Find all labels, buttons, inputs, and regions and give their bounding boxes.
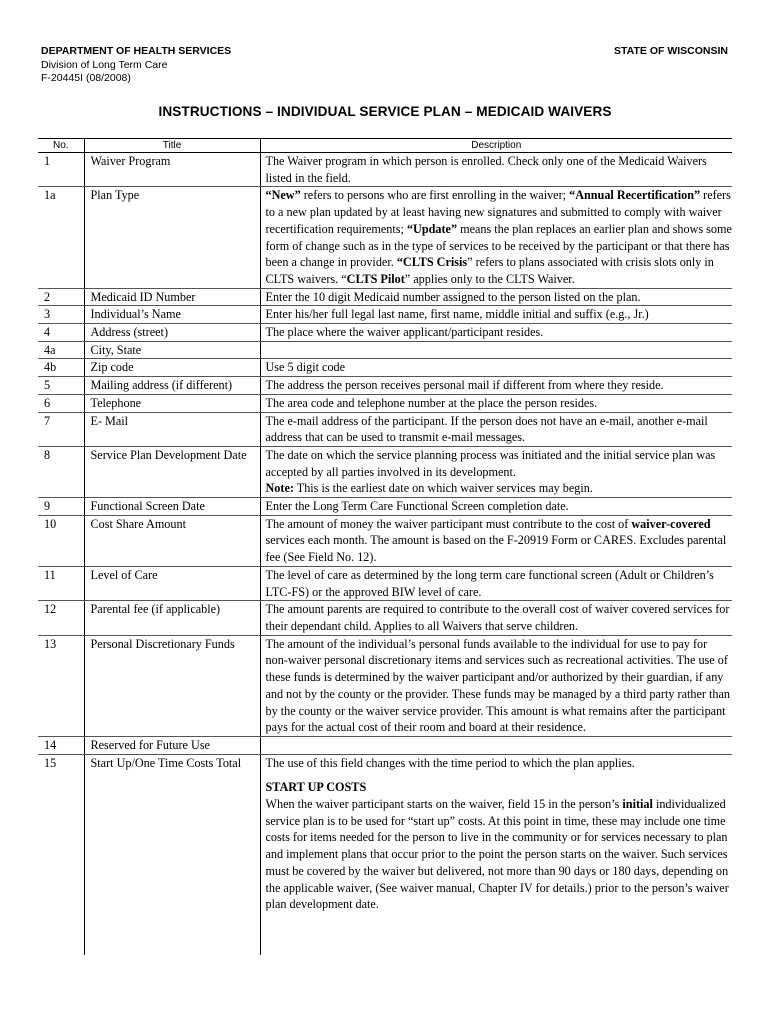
- emphasized-text: “New”: [265, 188, 301, 203]
- emphasized-text: “Annual Recertification”: [569, 188, 701, 203]
- field-title: Medicaid ID Number: [84, 288, 260, 306]
- description-text: The use of this field changes with the time period to which the plan applies.: [265, 755, 635, 770]
- field-number: 6: [38, 394, 84, 412]
- description-text: The amount parents are required to contribute to the overall cost of waiver covered services for their dependant child. Applies to all Waivers that serve children.: [265, 602, 730, 633]
- description-text: refers to persons who are first enrolling in the waiver;: [300, 188, 570, 203]
- description-text: The amount of money the waiver participant must contribute to the cost of: [265, 516, 632, 531]
- description-text: Enter his/her full legal last name, first name, middle initial and suffix (e.g., Jr.): [265, 307, 649, 322]
- field-number: 4b: [38, 359, 84, 377]
- table-row: [38, 446, 732, 497]
- description-paragraph: [266, 636, 733, 736]
- description-paragraph: [266, 771, 733, 779]
- instructions-table: [38, 138, 732, 955]
- table-row: [38, 153, 732, 187]
- description-text: services each month. The amount is based on the F-20919 Form or CARES. Excludes parental fee (See Field No. 12).: [265, 533, 727, 565]
- column-header-no: No.: [38, 139, 84, 153]
- description-text: means the plan replaces an earlier plan and shows some form of change such as in the type of services to be received by the participant or that there has been a change in provider.: [265, 221, 732, 270]
- field-title: Plan Type: [84, 187, 260, 288]
- table-row: [38, 394, 732, 412]
- description-text: This is the earliest date on which waiver services may begin.: [293, 481, 593, 496]
- description-paragraph: [266, 306, 733, 323]
- emphasized-text: “CLTS Crisis: [396, 255, 468, 270]
- table-row: [38, 515, 732, 566]
- field-title: Address (street): [84, 324, 260, 342]
- description-text: The area code and telephone number at the place the person resides.: [265, 395, 598, 410]
- description-paragraph: [266, 187, 733, 287]
- description-paragraph: [266, 447, 733, 480]
- field-number: 5: [38, 377, 84, 395]
- field-description: [260, 187, 732, 288]
- field-number: 9: [38, 498, 84, 516]
- field-number: 2: [38, 288, 84, 306]
- field-description: [260, 754, 732, 955]
- description-paragraph: [266, 480, 733, 497]
- table-row: [38, 341, 732, 359]
- description-paragraph: [266, 289, 733, 306]
- description-paragraph: [266, 755, 733, 772]
- field-description: [260, 635, 732, 736]
- description-text: The amount of the individual’s personal funds available to the individual for use to pay for non-waiver personal discretionary items and services such as recreational activities. The use of these funds is determined by the waiver participant and/or authorized by their guardian, if any and not by the county or the provider. These funds may be managed by a third party rather than by the county or the waiver service provider. This amount is what remains after the participant pays for the actual cost of their room and board at their residence.: [265, 636, 730, 735]
- field-number: 1: [38, 153, 84, 187]
- field-description: [260, 601, 732, 635]
- field-description: [260, 394, 732, 412]
- field-description: [260, 566, 732, 600]
- table-body: [38, 153, 732, 955]
- description-text: individualized service plan is to be used for “start up” costs. At this point in time, these may include one time costs for items needed for the person to live in the community or for services necessary to plan and implement plans that occur prior to the point the person starts on the waiver. Such services must be covered by the waiver but delivered, not more than 90 days or 180 days, depending on the applicable waiver, (See waiver manual, Chapter IV for details.) prior to the person’s waiver plan development date.: [265, 797, 729, 912]
- column-header-title: Title: [84, 139, 260, 153]
- emphasized-text: START UP COSTS: [265, 780, 367, 795]
- field-title: Parental fee (if applicable): [84, 601, 260, 635]
- field-title: Zip code: [84, 359, 260, 377]
- table-row: [38, 412, 732, 446]
- table-row: [38, 359, 732, 377]
- description-paragraph: [266, 498, 733, 515]
- table-row: [38, 498, 732, 516]
- emphasized-text: initial: [622, 797, 653, 812]
- field-title: Functional Screen Date: [84, 498, 260, 516]
- description-text: The level of care as determined by the long term care functional screen (Adult or Children’s LTC-FS) or the approved BIW level of care.: [265, 567, 714, 599]
- description-text: ” refers to plans associated with crisis slots only in CLTS waivers. “: [265, 255, 714, 286]
- table-row: [38, 601, 732, 635]
- field-number: 3: [38, 306, 84, 324]
- description-text: The address the person receives personal mail if different from where they reside.: [265, 378, 664, 393]
- field-description: [260, 306, 732, 324]
- description-text: When the waiver participant starts on the waiver, field 15 in the person’s: [265, 797, 623, 812]
- column-header-description: Description: [260, 139, 732, 153]
- description-text: refers to a new plan updated by at least having new signatures and submitted to comply with waiver recertification requirements;: [265, 188, 731, 236]
- field-title: City, State: [84, 341, 260, 359]
- field-description: [260, 377, 732, 395]
- description-text: Enter the Long Term Care Functional Screen completion date.: [265, 499, 569, 514]
- table-header-row: [38, 139, 732, 153]
- field-description: [260, 412, 732, 446]
- field-number: 4: [38, 324, 84, 342]
- table-row: [38, 187, 732, 288]
- description-paragraph: [266, 395, 733, 412]
- field-title: Reserved for Future Use: [84, 736, 260, 754]
- description-paragraph: [266, 413, 733, 446]
- field-number: 13: [38, 635, 84, 736]
- field-title: Individual’s Name: [84, 306, 260, 324]
- field-title: Telephone: [84, 394, 260, 412]
- field-title: Cost Share Amount: [84, 515, 260, 566]
- department-name: DEPARTMENT OF HEALTH SERVICES: [41, 45, 232, 57]
- description-paragraph: [266, 377, 733, 394]
- field-description: [260, 446, 732, 497]
- description-paragraph: [266, 567, 733, 600]
- document-title: INSTRUCTIONS – INDIVIDUAL SERVICE PLAN – MEDICAID WAIVERS: [158, 104, 612, 119]
- emphasized-text: CLTS Pilot: [346, 271, 405, 286]
- field-title: Service Plan Development Date: [84, 446, 260, 497]
- field-number: 7: [38, 412, 84, 446]
- description-paragraph: [266, 796, 733, 913]
- field-number: 11: [38, 566, 84, 600]
- table-row: [38, 635, 732, 736]
- field-description: [260, 153, 732, 187]
- field-title: Start Up/One Time Costs Total: [84, 754, 260, 955]
- description-paragraph: [266, 153, 733, 186]
- field-title: Mailing address (if different): [84, 377, 260, 395]
- field-description: [260, 359, 732, 377]
- table-row: [38, 754, 732, 955]
- emphasized-text: waiver-covered: [631, 516, 711, 531]
- field-number: 12: [38, 601, 84, 635]
- description-paragraph: [266, 601, 733, 634]
- form-number: F-20445I (08/2008): [41, 72, 131, 84]
- field-title: E- Mail: [84, 412, 260, 446]
- field-description: [260, 341, 732, 359]
- division-name: Division of Long Term Care: [41, 58, 168, 71]
- field-number: 1a: [38, 187, 84, 288]
- field-number: 15: [44, 755, 57, 770]
- field-description: [260, 324, 732, 342]
- description-text: Use 5 digit code: [265, 360, 346, 375]
- table-row: [38, 306, 732, 324]
- field-number: 14: [38, 736, 84, 754]
- description-text: The e-mail address of the participant. If the person does not have an e-mail, another e-mail address that can be used to transmit e-mail messages.: [265, 413, 708, 445]
- description-text: Enter the 10 digit Medicaid number assigned to the person listed on the plan.: [265, 289, 641, 304]
- description-paragraph: [266, 779, 733, 796]
- field-description: [260, 288, 732, 306]
- field-number: 4a: [38, 341, 84, 359]
- description-paragraph: [266, 516, 733, 566]
- description-text: The date on which the service planning process was initiated and the initial service plan was accepted by all parties involved in its development.: [265, 447, 716, 479]
- table-row: [38, 288, 732, 306]
- description-paragraph: [266, 359, 733, 376]
- emphasized-text: Note:: [265, 481, 294, 496]
- table-row: [38, 324, 732, 342]
- field-number: 8: [38, 446, 84, 497]
- form-header: [41, 45, 231, 86]
- description-text: The place where the waiver applicant/participant resides.: [265, 325, 544, 340]
- table-row: [38, 736, 732, 754]
- table-row: [38, 566, 732, 600]
- field-title: Personal Discretionary Funds: [84, 635, 260, 736]
- description-text: The Waiver program in which person is enrolled. Check only one of the Medicaid Waivers listed in the field.: [265, 154, 707, 185]
- field-title: Level of Care: [84, 566, 260, 600]
- field-description: [260, 498, 732, 516]
- description-paragraph: [266, 324, 733, 341]
- state-name: STATE OF WISCONSIN: [614, 45, 728, 57]
- description-text: ” applies only to the CLTS Waiver.: [404, 271, 575, 286]
- table-row: [38, 377, 732, 395]
- field-description: [260, 736, 732, 754]
- emphasized-text: “Update”: [406, 221, 458, 236]
- field-description: [260, 515, 732, 566]
- field-title: Waiver Program: [84, 153, 260, 187]
- field-number: 10: [38, 515, 84, 566]
